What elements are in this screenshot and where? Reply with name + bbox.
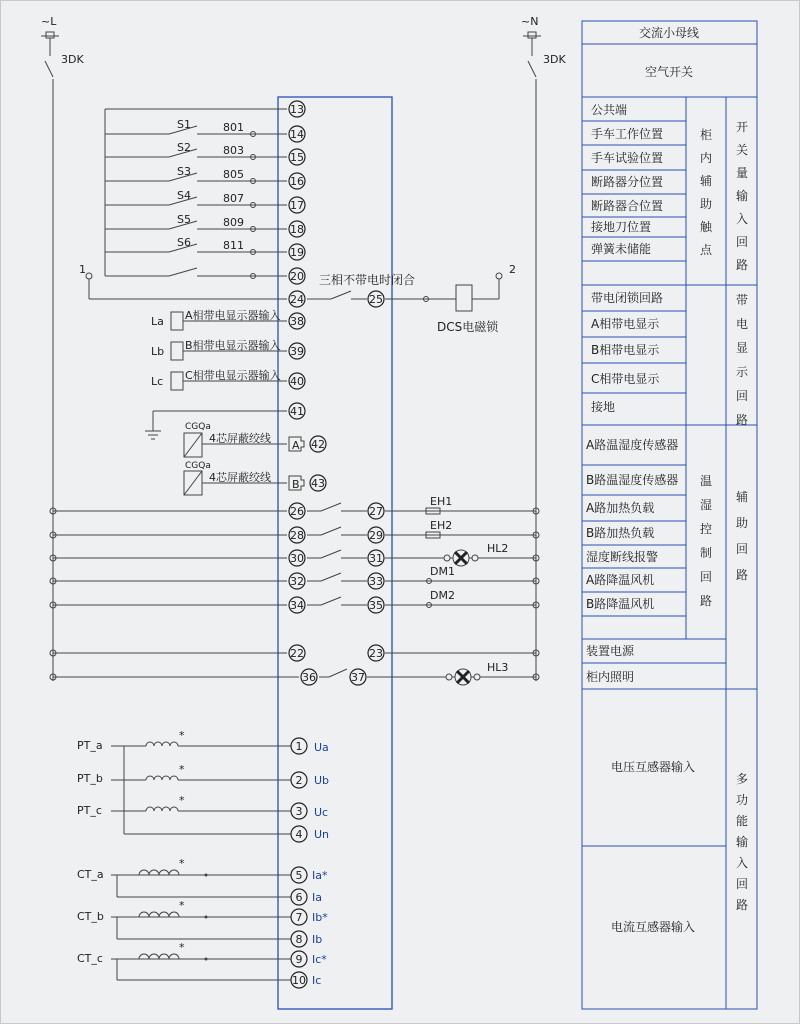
terminal-label-1: 1 xyxy=(295,740,303,753)
ct-a-star: * xyxy=(179,857,185,870)
terminal-label-6: 6 xyxy=(295,891,303,904)
bus-header: 交流小母线 xyxy=(638,26,700,40)
breaker-left-label: 3DK xyxy=(61,53,84,66)
terminal-label-10: 10 xyxy=(292,974,306,987)
terminal-label-14: 14 xyxy=(290,128,304,141)
ct-c-star: * xyxy=(179,941,185,954)
power-cell: 装置电源 xyxy=(586,644,635,658)
aux-input-5: A路降温风机 xyxy=(586,573,655,587)
aux-input-2: A路加热负载 xyxy=(586,501,655,515)
switch-s6: S6 xyxy=(177,236,191,249)
multi-label: 多功能输入回路 xyxy=(735,772,749,912)
terminal-label-36: 36 xyxy=(302,671,316,684)
live-input-0: 带电闭锁回路 xyxy=(591,291,664,305)
terminal-label-9: 9 xyxy=(295,953,303,966)
wire-811: 811 xyxy=(223,239,244,252)
breaker-right-label: 3DK xyxy=(543,53,566,66)
terminal-label-22: 22 xyxy=(290,647,304,660)
wire-809: 809 xyxy=(223,216,244,229)
switch-section xyxy=(105,109,287,279)
live-input-1: A相带电显示 xyxy=(591,317,660,331)
la-label: La xyxy=(151,315,164,328)
terminal-label-42: 42 xyxy=(311,438,325,451)
terminal-label-28: 28 xyxy=(290,529,304,542)
terminal-label-33: 33 xyxy=(369,575,383,588)
terminal-label-19: 19 xyxy=(290,246,304,259)
n-symbol: ~N xyxy=(521,15,539,28)
switch-input-1: 手车工作位置 xyxy=(591,127,664,141)
lighting-cell: 柜内照明 xyxy=(586,670,635,684)
node-1: 1 xyxy=(79,263,86,276)
pt-a-label: PT_a xyxy=(77,739,103,752)
cgq-label-2: CGQa xyxy=(185,461,211,471)
term-ib-star: Ib* xyxy=(312,911,328,924)
switch-input-3: 断路器分位置 xyxy=(591,175,664,189)
terminal-label-31: 31 xyxy=(369,552,383,565)
terminal-label-30: 30 xyxy=(290,552,304,565)
connector-b xyxy=(289,476,304,491)
terminal-label-18: 18 xyxy=(290,223,304,236)
terminal-label-7: 7 xyxy=(295,911,303,924)
live-input-4: 接地 xyxy=(591,400,616,414)
aux-input-1: B路温湿度传感器 xyxy=(586,473,679,487)
switch-s5: S5 xyxy=(177,213,191,226)
ct-cell: 电流互感器输入 xyxy=(610,920,696,934)
switch-s3: S3 xyxy=(177,165,191,178)
terminal-label-23: 23 xyxy=(369,647,383,660)
lb-label: Lb xyxy=(151,345,165,358)
wire-807: 807 xyxy=(223,192,244,205)
connector-b-label: B xyxy=(292,478,300,491)
lc-label: Lc xyxy=(151,375,164,388)
term-ic-star: Ic* xyxy=(312,953,327,966)
switch-s4: S4 xyxy=(177,189,191,202)
dm1-label: DM1 xyxy=(430,565,455,578)
switch-s1: S1 xyxy=(177,118,191,131)
connector-a-label: A xyxy=(292,439,300,452)
term-ua: Ua xyxy=(314,741,329,754)
ct-a-label: CT_a xyxy=(77,868,104,881)
ct-section xyxy=(111,870,291,980)
terminal-label-2: 2 xyxy=(295,774,303,787)
terminal-label-13: 13 xyxy=(290,103,304,116)
pt-c-star: * xyxy=(179,794,185,807)
lc-text: C相带电显示器输入 xyxy=(185,369,281,382)
eh1-label: EH1 xyxy=(430,495,453,508)
la-text: A相带电显示器输入 xyxy=(185,309,281,322)
term-ia: Ia xyxy=(312,891,322,904)
terminal-label-5: 5 xyxy=(295,869,303,882)
connector-a xyxy=(289,437,304,452)
pt-section xyxy=(111,742,291,834)
wire-801: 801 xyxy=(223,121,244,134)
aux-input-4: 湿度断线报警 xyxy=(586,550,659,564)
terminal-label-26: 26 xyxy=(290,505,304,518)
shield-label-2: 4芯屏蔽绞线 xyxy=(209,471,271,484)
diagram-canvas xyxy=(1,1,800,1024)
pt-c-label: PT_c xyxy=(77,804,102,817)
terminal-label-37: 37 xyxy=(351,671,365,684)
ct-c-label: CT_c xyxy=(77,952,103,965)
vt-cell: 电压互感器输入 xyxy=(610,760,696,774)
hl2-label: HL2 xyxy=(487,542,509,555)
terminal-label-16: 16 xyxy=(290,175,304,188)
switch-mid-label: 柜内辅助触点 xyxy=(699,128,713,257)
terminal-label-40: 40 xyxy=(290,375,304,388)
air-switch-header: 空气开关 xyxy=(644,65,694,79)
aux-input-0: A路温湿度传感器 xyxy=(586,438,679,452)
wire-803: 803 xyxy=(223,144,244,157)
eh2-label: EH2 xyxy=(430,519,453,532)
function-table xyxy=(582,21,757,1009)
switch-input-0: 公共端 xyxy=(591,103,628,117)
live-right-label: 带电显示回路 xyxy=(735,293,749,427)
switch-input-2: 手车试验位置 xyxy=(591,151,664,165)
terminal-label-17: 17 xyxy=(290,199,304,212)
terminal-label-39: 39 xyxy=(290,345,304,358)
aux-mid-label: 温湿控制回路 xyxy=(699,474,713,608)
terminal-label-41: 41 xyxy=(290,405,304,418)
terminal-label-4: 4 xyxy=(295,828,303,841)
term-ia-star: Ia* xyxy=(312,869,328,882)
aux-input-6: B路降温风机 xyxy=(586,597,655,611)
aux-input-3: B路加热负载 xyxy=(586,526,655,540)
terminal-label-24: 24 xyxy=(290,293,304,306)
ct-b-star: * xyxy=(179,899,185,912)
lb-text: B相带电显示器输入 xyxy=(185,339,281,352)
terminal-label-15: 15 xyxy=(290,151,304,164)
three-phase-label: 三相不带电时闭合 xyxy=(319,273,416,287)
terminal-label-20: 20 xyxy=(290,270,304,283)
aux-right-label: 辅助回路 xyxy=(735,490,749,582)
pt-b-star: * xyxy=(179,763,185,776)
term-ib: Ib xyxy=(312,933,323,946)
lamp-hl2 xyxy=(444,550,478,566)
left-breaker xyxy=(41,32,59,681)
switch-input-6: 弹簧未储能 xyxy=(591,242,652,256)
pt-b-label: PT_b xyxy=(77,772,103,785)
switch-s2: S2 xyxy=(177,141,191,154)
hl3-label: HL3 xyxy=(487,661,509,674)
terminal-label-3: 3 xyxy=(295,805,303,818)
terminal-label-35: 35 xyxy=(369,599,383,612)
node-2: 2 xyxy=(509,263,516,276)
terminal-label-34: 34 xyxy=(290,599,304,612)
term-uc: Uc xyxy=(314,806,329,819)
terminal-label-38: 38 xyxy=(290,315,304,328)
terminal-label-29: 29 xyxy=(369,529,383,542)
terminal-label-32: 32 xyxy=(290,575,304,588)
wire-805: 805 xyxy=(223,168,244,181)
shield-label-1: 4芯屏蔽绞线 xyxy=(209,432,271,445)
live-input-3: C相带电显示 xyxy=(591,372,660,386)
right-breaker xyxy=(523,32,541,681)
live-input-2: B相带电显示 xyxy=(591,343,660,357)
terminal-label-8: 8 xyxy=(295,933,303,946)
terminal-label-43: 43 xyxy=(311,477,325,490)
term-un: Un xyxy=(314,828,330,841)
pt-a-star: * xyxy=(179,729,185,742)
cgq-label-1: CGQa xyxy=(185,422,211,432)
term-ic: Ic xyxy=(312,974,322,987)
dm2-label: DM2 xyxy=(430,589,455,602)
terminal-label-25: 25 xyxy=(369,293,383,306)
switch-right-label: 开关量输入回路 xyxy=(735,120,749,272)
term-ub: Ub xyxy=(314,774,330,787)
l-symbol: ~L xyxy=(41,15,57,28)
lamp-hl3 xyxy=(446,669,480,685)
switch-input-4: 断路器合位置 xyxy=(591,199,664,213)
ct-b-label: CT_b xyxy=(77,910,104,923)
switch-input-5: 接地刀位置 xyxy=(591,220,652,234)
dcs-lock-label: DCS电磁锁 xyxy=(437,320,499,334)
terminal-circles xyxy=(289,101,384,988)
terminal-label-27: 27 xyxy=(369,505,383,518)
